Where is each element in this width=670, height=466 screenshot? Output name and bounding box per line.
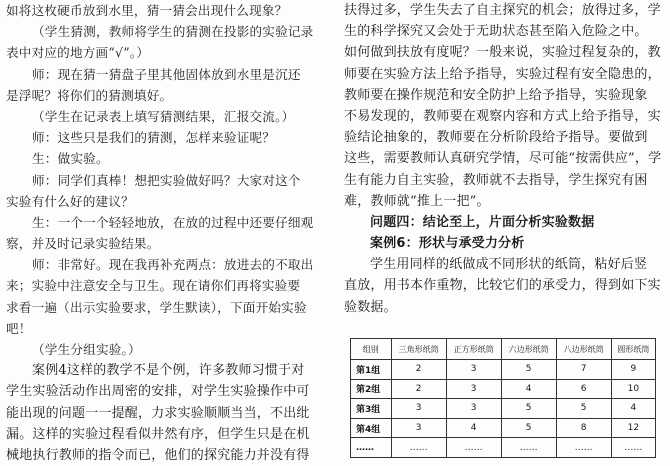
left-column: [6, 0, 332, 466]
table-cell: ……: [611, 438, 655, 458]
paragraph-line: 案例4这样的教学不是个例，许多教师习惯于对: [32, 363, 305, 379]
table-cell: 3: [391, 418, 446, 438]
table-row: [351, 399, 656, 419]
row-label: 第1组: [351, 360, 392, 380]
paragraph-line: （学生在记录表上填写猜测结果，汇报交流。）: [32, 108, 295, 124]
table-cell: 12: [611, 418, 655, 438]
row-label: 第2组: [351, 379, 392, 399]
table-cell: 5: [556, 399, 611, 419]
table-cell: 4: [611, 399, 655, 419]
paragraph-line: 如何做到扶放有度呢？一般来说，实验过程复杂的，教: [344, 45, 661, 61]
table-row: [351, 360, 656, 380]
column-header: 圆形纸筒: [611, 339, 655, 360]
table-cell: ……: [556, 438, 611, 458]
table-cell: 2: [391, 360, 446, 380]
paragraph-line: 是浮呢？将你们的猜测填好。: [6, 87, 173, 103]
table-row: [351, 438, 656, 458]
paragraph-line: 学生实验活动作出周密的安排，对学生实验操作中可: [6, 384, 310, 400]
paragraph-line: 师要在实验方法上给予指导，实验过程有安全隐患的，: [344, 66, 661, 82]
table-cell: ……: [446, 438, 501, 458]
paragraph-line: 来；实验中注意安全与卫生。现在请你们再将实验要: [6, 278, 301, 294]
experiment-data-table: [350, 338, 656, 458]
paragraph-line: 师：现在猜一猜盘子里其他固体放到水里是沉还: [32, 66, 301, 82]
paragraph-line: 能出现的问题一一提醒，力求实验顺顺当当，不出纰: [6, 405, 310, 421]
paragraph-line: 漏。这样的实验过程看似井然有序，但学生只是在机: [6, 426, 310, 442]
table-row: [351, 379, 656, 399]
table-cell: 2: [391, 379, 446, 399]
paragraph-line: 生：一个一个轻轻地放，在放的过程中还要仔细观: [32, 214, 314, 230]
paragraph-line: 生的科学探究又会处于无助状态甚至陷入危险之中。: [344, 24, 648, 40]
table-cell: 3: [446, 399, 501, 419]
table-cell: ……: [391, 438, 446, 458]
table-cell: 3: [446, 360, 501, 380]
paragraph-line: 生：做实验。: [32, 151, 109, 167]
row-label: ……: [351, 438, 392, 458]
table-cell: 8: [556, 418, 611, 438]
paragraph-line: 师：非常好。现在我再补充两点：放进去的不取出: [32, 257, 314, 273]
paragraph-line: 师：这些只是我们的猜测，怎样来验证呢？: [32, 130, 276, 146]
paragraph-line: 求看一遍（出示实验要求，学生默读），下面开始实验: [6, 299, 307, 315]
column-header: 组别: [351, 339, 392, 360]
table-cell: 5: [501, 360, 556, 380]
case-heading: 案例6：形状与承受力分析: [370, 236, 525, 252]
table-cell: 5: [501, 399, 556, 419]
column-header: 三角形纸筒: [391, 339, 446, 360]
paragraph-line: 表中对应的地方画“√”。）: [6, 45, 150, 61]
paragraph-line: 师：同学们真棒！想把实验做好吗？大家对这个: [32, 172, 301, 188]
table-row: [351, 418, 656, 438]
table-cell: ……: [501, 438, 556, 458]
row-label: 第4组: [351, 418, 392, 438]
table-cell: 6: [556, 379, 611, 399]
column-header: 八边形纸筒: [556, 339, 611, 360]
paragraph-line: 这些，需要教师认真研究学情，尽可能“按需供应”，学: [344, 151, 662, 167]
column-header: 正方形纸筒: [446, 339, 501, 360]
table-cell: 3: [446, 379, 501, 399]
paragraph-line: 实验有什么好的建议？: [6, 193, 134, 209]
paragraph-line: 如将这枚硬币放到水里，猜一猜会出现什么现象？: [6, 3, 288, 18]
column-header: 六边形纸筒: [501, 339, 556, 360]
paragraph-line: 械地执行教师的指令而已，他们的探究能力并没有得: [6, 447, 310, 463]
paragraph-line: 直放，用书本作重物，比较它们的承受力，得到如下实: [344, 278, 661, 294]
section-heading: 问题四：结论至上，片面分析实验数据: [370, 214, 595, 230]
paragraph-line: 难，教师就“推上一把”。: [344, 193, 490, 209]
paragraph-line: 察，并及时记录实验结果。: [6, 236, 160, 252]
table-header-row: [351, 339, 656, 360]
paragraph-line: 吧！: [6, 320, 32, 336]
paragraph-line: （学生猜测，教师将学生的猜测在投影的实验记录: [32, 24, 314, 40]
paragraph-line: 验结论抽象的，教师要在分析阶段给予指导。要做到: [344, 130, 648, 146]
table-cell: 3: [391, 399, 446, 419]
paragraph-line: 教师要在操作规范和安全防护上给予指导，实验现象: [344, 87, 648, 103]
paragraph-line: 不易发现的，教师要在观察内容和方式上给予指导，实: [344, 108, 661, 124]
table-cell: 5: [501, 418, 556, 438]
table-cell: 4: [446, 418, 501, 438]
row-label: 第3组: [351, 399, 392, 419]
paragraph-line: 生有能力自主实验，教师就不去指导，学生探究有困: [344, 172, 648, 188]
table-cell: 10: [611, 379, 655, 399]
paragraph-line: 学生用同样的纸做成不同形状的纸筒，粘好后竖: [370, 257, 648, 273]
right-column: [344, 0, 662, 453]
table-cell: 4: [501, 379, 556, 399]
table-cell: 7: [556, 360, 611, 380]
paragraph-line: 扶得过多，学生失去了自主探究的机会；放得过多，学: [344, 3, 661, 18]
table-cell: 9: [611, 360, 655, 380]
paragraph-line: 验数据。: [344, 299, 397, 315]
paragraph-line: （学生分组实验。）: [32, 342, 141, 357]
